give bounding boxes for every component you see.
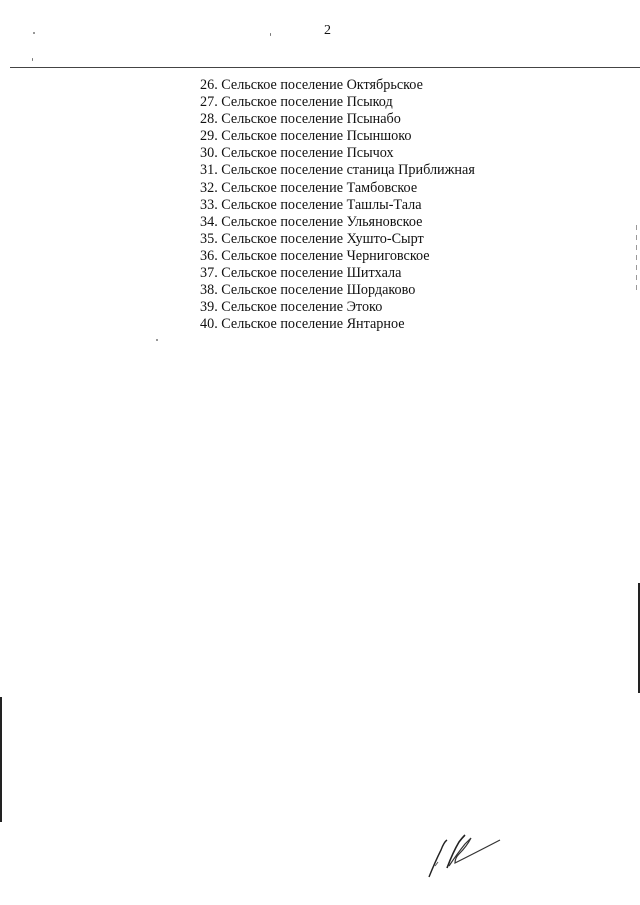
item-number: 32. — [200, 179, 218, 196]
item-prefix: Сельское поселение — [221, 282, 344, 299]
item-prefix: Сельское поселение — [221, 316, 344, 333]
item-name: Ташлы-Тала — [346, 196, 422, 213]
list-item — [200, 162, 475, 179]
item-number: 36. — [200, 247, 218, 264]
item-number: 28. — [200, 111, 218, 128]
item-name: Октябрьское — [346, 77, 423, 93]
item-prefix: Сельское поселение — [221, 162, 344, 179]
item-name: Хуштο-Сырт — [346, 230, 424, 247]
scan-speck — [270, 33, 271, 36]
header-divider — [10, 67, 640, 68]
item-number: 33. — [200, 196, 218, 213]
item-number: 35. — [200, 230, 218, 247]
item-prefix: Сельское поселение — [221, 299, 344, 316]
item-name: Псыншоко — [346, 128, 412, 145]
item-prefix: Сельское поселение — [221, 196, 344, 213]
list-item — [200, 94, 475, 111]
list-item — [200, 197, 475, 214]
item-number: 31. — [200, 162, 218, 179]
item-number: 27. — [200, 94, 218, 111]
item-prefix: Сельское поселение — [221, 230, 344, 247]
item-number: 29. — [200, 128, 218, 145]
item-number: 34. — [200, 213, 218, 230]
item-prefix: Сельское поселение — [221, 265, 344, 282]
item-prefix: Сельское поселение — [221, 94, 344, 111]
list-item — [200, 145, 475, 162]
item-name: Ульяновское — [346, 213, 423, 230]
settlement-list — [200, 77, 475, 333]
scan-speck — [156, 339, 158, 341]
item-prefix: Сельское поселение — [221, 111, 344, 128]
item-name: Черниговское — [346, 247, 430, 264]
list-item — [200, 248, 475, 265]
item-number: 39. — [200, 299, 218, 316]
item-name: Псычох — [346, 145, 394, 162]
list-item — [200, 282, 475, 299]
list-item — [200, 180, 475, 197]
item-number: 30. — [200, 145, 218, 162]
list-item — [200, 77, 475, 94]
list-item — [200, 128, 475, 145]
item-number: 38. — [200, 282, 218, 299]
item-prefix: Сельское поселение — [221, 145, 344, 162]
scan-edge-bar — [0, 697, 2, 822]
item-name: Шитхала — [346, 265, 402, 282]
item-prefix: Сельское поселение — [221, 213, 344, 230]
list-item — [200, 299, 475, 316]
item-name: Шордаково — [346, 282, 416, 299]
list-item — [200, 316, 475, 333]
page-number: 2 — [324, 23, 331, 38]
item-prefix: Сельское поселение — [221, 77, 344, 93]
item-prefix: Сельское поселение — [221, 128, 344, 145]
scan-speck — [32, 58, 33, 61]
list-item — [200, 214, 475, 231]
item-number: 37. — [200, 265, 218, 282]
handwritten-signature-icon — [425, 832, 510, 882]
item-name: станица Приближная — [346, 162, 475, 179]
scan-speck — [33, 32, 35, 34]
item-number: 40. — [200, 316, 218, 333]
item-prefix: Сельское поселение — [221, 247, 344, 264]
item-name: Этоко — [346, 299, 383, 316]
item-number: 26. — [200, 77, 218, 93]
list-item — [200, 231, 475, 248]
list-item — [200, 265, 475, 282]
list-item — [200, 111, 475, 128]
scan-edge-marks — [636, 225, 637, 295]
item-prefix: Сельское поселение — [221, 179, 344, 196]
item-name: Янтарное — [346, 316, 405, 333]
item-name: Псынабо — [346, 111, 401, 128]
item-name: Тамбовское — [346, 179, 418, 196]
item-name: Псыкод — [346, 94, 393, 111]
